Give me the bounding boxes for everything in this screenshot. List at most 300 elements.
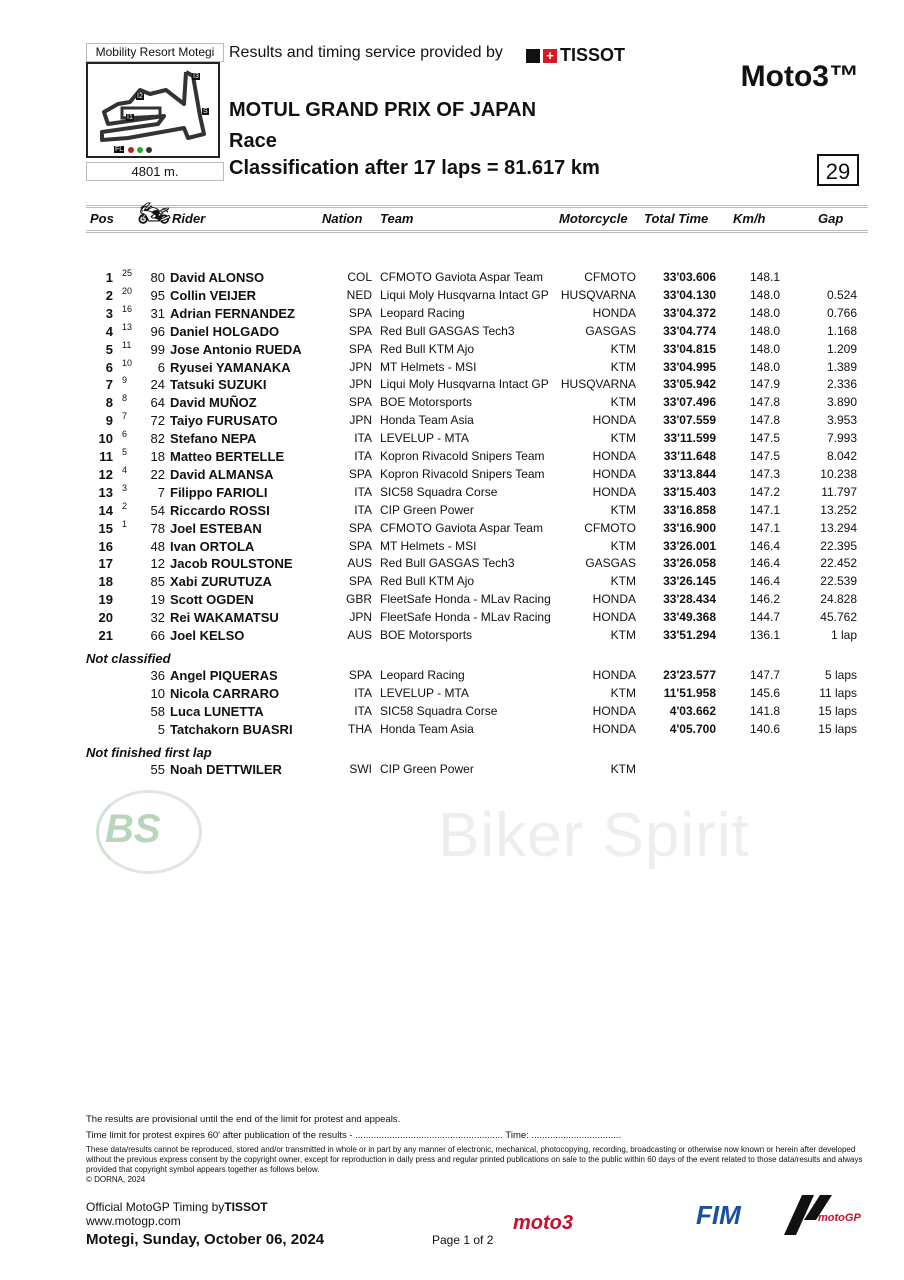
nation: SPA (348, 323, 372, 338)
divider (86, 205, 868, 208)
rider-name: Matteo BERTELLE (170, 449, 285, 464)
nation: SPA (348, 466, 372, 481)
speed-kmh: 148.0 (750, 323, 781, 338)
legal-note (86, 1145, 871, 1185)
team: LEVELUP - MTA (380, 431, 469, 446)
timing-brand: TISSOT (224, 1200, 268, 1214)
map-label-i2: I2 (137, 93, 143, 100)
speed-kmh: 146.4 (750, 538, 781, 553)
nation: SWI (349, 762, 372, 776)
rider-name: David ALMANSA (170, 466, 274, 482)
grid-position: 3 (122, 482, 128, 493)
team: Liqui Moly Husqvarna Intact GP (380, 377, 549, 392)
rider-number: 58 (150, 704, 165, 719)
table-row (0, 449, 904, 467)
speed-kmh: 144.7 (750, 610, 781, 625)
nation: SPA (348, 538, 372, 553)
table-row (0, 668, 904, 686)
green-dot-icon (137, 147, 143, 153)
motorcycle: HONDA (592, 413, 636, 428)
nation: ITA (354, 502, 372, 517)
gap: 1.389 (826, 359, 857, 374)
total-time: 33'04.774 (663, 323, 716, 338)
nation: JPN (349, 610, 372, 625)
rider-number: 6 (157, 359, 165, 375)
gap: 0.766 (826, 305, 857, 320)
team: Red Bull GASGAS Tech3 (380, 556, 515, 571)
position: 3 (105, 305, 113, 321)
grid-position: 2 (122, 500, 128, 511)
table-row (0, 482, 904, 503)
grid-position: 20 (122, 285, 133, 296)
gap: 13.294 (820, 520, 857, 535)
table-row (0, 762, 904, 780)
table-row (0, 628, 904, 646)
x-dot-icon (146, 147, 152, 153)
rider-number: 80 (150, 270, 165, 285)
rider-name: Jose Antonio RUEDA (170, 341, 302, 357)
speed-kmh: 148.1 (750, 270, 781, 284)
motorcycle: HONDA (592, 449, 636, 463)
team: Red Bull KTM Ajo (380, 341, 475, 356)
rider-name: Daniel HOLGADO (170, 323, 280, 339)
rider-name: Luca LUNETTA (170, 704, 264, 719)
nation: THA (348, 722, 372, 736)
motorcycle: HONDA (592, 704, 636, 718)
motorcycle: HONDA (592, 722, 636, 736)
motorcycle: KTM (610, 431, 636, 446)
speed-kmh: 147.9 (750, 377, 781, 392)
rider-number: 31 (150, 305, 165, 321)
nation: JPN (349, 359, 372, 374)
rider-number: 18 (150, 449, 165, 464)
rider-name: Riccardo ROSSI (170, 502, 270, 518)
nation: COL (347, 270, 372, 284)
map-label-fl: FL (115, 146, 124, 153)
speed-kmh: 147.1 (750, 502, 781, 517)
motorcycle: HONDA (592, 305, 636, 320)
team: MT Helmets - MSI (380, 359, 477, 374)
grid-position: 5 (122, 447, 128, 457)
motorcycle: HONDA (592, 466, 636, 481)
grid-position: 7 (122, 411, 128, 422)
position: 2 (105, 287, 113, 303)
speed-kmh: 146.4 (750, 574, 781, 589)
total-time: 33'28.434 (663, 592, 716, 607)
table-row (0, 556, 904, 574)
rider-number: 96 (150, 323, 165, 339)
table-row (0, 413, 904, 431)
gap: 13.252 (820, 502, 857, 517)
position: 17 (98, 556, 113, 572)
rider-name: Jacob ROULSTONE (170, 556, 293, 572)
nation: ITA (354, 704, 372, 718)
rider-name: Stefano NEPA (170, 431, 257, 447)
rider-number: 85 (150, 574, 165, 590)
total-time: 33'16.900 (663, 520, 716, 535)
table-row (0, 539, 904, 557)
speed-kmh: 147.5 (750, 431, 781, 446)
position: 16 (98, 538, 113, 554)
team: FleetSafe Honda - MLav Racing (380, 592, 551, 607)
total-time: 33'49.368 (663, 610, 716, 625)
page-indicator: Page 1 of 2 (432, 1233, 494, 1247)
table-row (0, 464, 904, 485)
rider-name: Angel PIQUERAS (170, 668, 278, 683)
gap: 1.168 (826, 323, 857, 338)
rider-name: Scott OGDEN (170, 592, 254, 608)
moto3-logo: moto3 (513, 1212, 573, 1234)
team: Red Bull GASGAS Tech3 (380, 323, 515, 338)
speed-kmh: 147.2 (750, 484, 781, 499)
timing-prefix: Official MotoGP Timing by (86, 1200, 225, 1214)
team: Leopard Racing (380, 305, 465, 320)
place-date: Motegi, Sunday, October 06, 2024 (86, 1231, 325, 1248)
team: MT Helmets - MSI (380, 538, 477, 553)
table-row (0, 339, 904, 360)
speed-kmh: 148.0 (750, 359, 781, 374)
nation: ITA (354, 449, 372, 463)
page-number-box: 29 (817, 154, 859, 186)
table-row (0, 431, 904, 449)
copyright: © DORNA, 2024 (86, 1175, 146, 1184)
rider-number: 64 (150, 395, 165, 411)
table-row (0, 357, 904, 378)
team: Leopard Racing (380, 668, 465, 682)
position: 4 (105, 323, 113, 339)
grid-position: 9 (122, 375, 128, 386)
grid-position: 25 (122, 268, 133, 278)
rider-name: Adrian FERNANDEZ (170, 305, 295, 321)
table-row (0, 704, 904, 722)
speed-kmh: 148.0 (750, 305, 781, 320)
total-time: 33'15.403 (663, 484, 716, 499)
position: 14 (98, 502, 113, 518)
nation: JPN (349, 377, 372, 392)
motorcycle: HUSQVARNA (560, 377, 636, 392)
speed-kmh: 140.6 (750, 722, 781, 736)
speed-kmh: 148.0 (750, 287, 781, 302)
category-title: Moto3™ (740, 60, 859, 93)
position: 18 (98, 574, 113, 590)
grid-position: 6 (122, 429, 128, 440)
team: CFMOTO Gaviota Aspar Team (380, 520, 543, 535)
timing-credit (86, 1200, 268, 1214)
total-time: 33'11.599 (663, 431, 716, 446)
gap: 11.797 (821, 484, 857, 499)
total-time: 4'03.662 (669, 704, 716, 718)
circuit-length: 4801 m. (86, 162, 224, 181)
motorcycle: GASGAS (585, 323, 636, 338)
team: CIP Green Power (380, 762, 474, 776)
total-time: 33'05.942 (663, 377, 716, 392)
grid-position: 11 (122, 339, 132, 350)
speed-kmh: 136.1 (750, 628, 781, 642)
total-time: 33'11.648 (663, 449, 716, 463)
team: LEVELUP - MTA (380, 686, 469, 700)
grid-position: 16 (122, 303, 133, 314)
nation: SPA (348, 395, 372, 410)
team: Honda Team Asia (380, 413, 474, 428)
team: Liqui Moly Husqvarna Intact GP (380, 287, 549, 302)
tissot-logo (526, 45, 625, 66)
gap: 5 laps (824, 668, 857, 682)
total-time: 4'05.700 (669, 722, 716, 736)
rider-name: Ryusei YAMANAKA (170, 359, 291, 375)
gap: 22.452 (820, 556, 857, 571)
table-row (0, 592, 904, 610)
col-total-time: Total Time (644, 211, 709, 226)
rider-number: 82 (150, 431, 165, 447)
swiss-cross-icon: + (543, 49, 557, 63)
grid-position: 1 (122, 518, 128, 529)
motorcycle: HONDA (592, 592, 636, 607)
rider-number: 54 (150, 502, 165, 518)
nation: ITA (354, 431, 372, 446)
red-dot-icon (128, 147, 134, 153)
total-time: 11'51.958 (663, 686, 716, 700)
motorcycle: KTM (610, 762, 636, 776)
total-time: 23'23.577 (663, 668, 716, 682)
tissot-brand: TISSOT (560, 45, 626, 65)
grid-position: 4 (122, 464, 128, 475)
nation: SPA (348, 305, 372, 320)
nation: AUS (347, 628, 372, 642)
rider-number: 72 (150, 413, 165, 429)
rider-name: Joel ESTEBAN (170, 520, 262, 536)
divider (86, 230, 868, 233)
gap: 3.953 (826, 413, 857, 428)
total-time: 33'03.606 (663, 270, 716, 284)
circuit-map (86, 62, 220, 158)
grid-position: 13 (122, 321, 133, 332)
team: FleetSafe Honda - MLav Racing (380, 610, 551, 625)
watermark-logo-text: BS (105, 807, 161, 851)
col-rider: Rider (172, 211, 206, 226)
table-row (0, 686, 904, 704)
team: Honda Team Asia (380, 722, 474, 736)
motorcycle: HONDA (592, 484, 636, 499)
provisional-note: The results are provisional until the end of the limit for protest and appeals. (86, 1114, 401, 1125)
table-row (0, 303, 904, 324)
total-time: 33'26.145 (663, 574, 716, 589)
motorcycle: CFMOTO (584, 520, 636, 535)
event-title: MOTUL GRAND PRIX OF JAPAN (229, 99, 537, 121)
speed-kmh: 146.2 (750, 592, 781, 607)
nation: SPA (348, 520, 372, 535)
nation: SPA (348, 668, 372, 682)
rider-number: 22 (150, 466, 165, 482)
speed-kmh: 147.3 (750, 466, 781, 481)
motorcycle: CFMOTO (584, 270, 636, 284)
total-time: 33'07.559 (663, 413, 716, 428)
gap: 45.762 (820, 610, 857, 625)
speed-kmh: 141.8 (750, 704, 781, 718)
rider-number: 32 (150, 610, 165, 626)
position: 15 (98, 520, 113, 536)
table-row (0, 500, 904, 521)
protest-note: Time limit for protest expires 60' after publication of the results - ........................................................ Time: .................................. (86, 1130, 622, 1141)
nation: ITA (354, 484, 372, 499)
table-row (0, 518, 904, 539)
total-time: 33'04.995 (663, 359, 716, 374)
session-title: Race (229, 130, 277, 152)
col-motorcycle: Motorcycle (559, 211, 628, 226)
position: 21 (98, 628, 113, 643)
total-time: 33'13.844 (663, 466, 716, 481)
grid-position: 10 (122, 357, 133, 368)
total-time: 33'07.496 (663, 395, 716, 410)
team: Red Bull KTM Ajo (380, 574, 475, 589)
watermark-text: Biker Spirit (438, 801, 750, 870)
motorcycle: KTM (610, 628, 636, 642)
motorcycle: GASGAS (585, 556, 636, 571)
rider-number: 19 (150, 592, 165, 608)
table-row (0, 270, 904, 288)
gap: 22.395 (820, 538, 857, 553)
gap: 15 laps (818, 704, 857, 718)
speed-kmh: 147.8 (750, 413, 781, 428)
gap: 2.336 (826, 377, 857, 392)
rider-name: Xabi ZURUTUZA (170, 574, 272, 590)
position: 5 (105, 341, 113, 357)
speed-kmh: 147.7 (750, 668, 781, 682)
total-time: 33'04.130 (663, 287, 716, 302)
website-link[interactable]: www.motogp.com (86, 1214, 181, 1228)
gap: 1 lap (830, 628, 857, 642)
rider-number: 5 (157, 722, 165, 737)
gap: 24.828 (820, 592, 857, 607)
grid-position: 8 (122, 393, 128, 404)
motorcycle: KTM (610, 686, 636, 700)
provider-text: Results and timing service provided by (229, 44, 503, 61)
nation: JPN (349, 413, 372, 428)
rider-name: Nicola CARRARO (170, 686, 280, 701)
motorcycle: HUSQVARNA (560, 287, 636, 302)
gap: 22.539 (820, 574, 857, 589)
motorcycle: HONDA (592, 610, 636, 625)
team: BOE Motorsports (380, 628, 473, 642)
total-time: 33'04.372 (663, 305, 716, 320)
gap: 1.209 (826, 341, 857, 356)
rider-number: 95 (150, 287, 165, 303)
position: 6 (105, 359, 113, 375)
total-time: 33'16.858 (663, 502, 716, 517)
position: 8 (105, 395, 113, 411)
motorcycle: KTM (610, 574, 636, 589)
map-label-i1: I1 (127, 114, 133, 121)
rider-name: Filippo FARIOLI (170, 484, 268, 500)
speed-kmh: 147.1 (750, 520, 781, 535)
gap: 15 laps (818, 722, 857, 736)
rider-name: David MUÑOZ (170, 395, 257, 411)
not-classified-label: Not classified (86, 651, 171, 666)
motogp-logo-text: motoGP (818, 1212, 861, 1224)
motorcycle: KTM (610, 538, 636, 553)
rider-name: Tatchakorn BUASRI (170, 722, 293, 737)
nation: AUS (347, 556, 372, 571)
watermark-logo (96, 790, 202, 874)
fim-logo: FIM (696, 1200, 741, 1230)
nation: GBR (345, 592, 372, 607)
position: 12 (98, 466, 113, 482)
team: Kopron Rivacold Snipers Team (380, 466, 545, 481)
rider-number: 24 (150, 377, 165, 393)
rider-number: 99 (150, 341, 165, 357)
rider-number: 48 (150, 538, 165, 554)
motogp-logo (782, 1190, 862, 1240)
rider-name: Joel KELSO (170, 628, 245, 643)
gap: 11 laps (819, 686, 857, 700)
rider-name: Ivan ORTOLA (170, 538, 255, 554)
team: BOE Motorsports (380, 395, 473, 410)
speed-kmh: 148.0 (750, 341, 781, 356)
col-pos: Pos (90, 211, 114, 226)
position: 7 (105, 377, 113, 393)
rider-number: 7 (157, 484, 165, 500)
total-time: 33'26.001 (663, 538, 716, 553)
motorcycle: KTM (610, 502, 636, 517)
rider-name: Taiyo FURUSATO (170, 413, 278, 429)
classification-title: Classification after 17 laps = 81.617 km (229, 157, 600, 179)
position: 20 (98, 610, 113, 626)
col-team: Team (380, 211, 414, 226)
team: CFMOTO Gaviota Aspar Team (380, 270, 543, 284)
speed-kmh: 147.5 (750, 449, 781, 463)
gap: 10.238 (820, 466, 857, 481)
team: CIP Green Power (380, 502, 474, 517)
motorcycle: KTM (610, 341, 636, 356)
rider-number: 78 (150, 520, 165, 536)
position: 13 (98, 484, 113, 500)
circuit-name: Mobility Resort Motegi (86, 43, 224, 62)
position: 9 (105, 413, 113, 429)
gap: 3.890 (826, 395, 857, 410)
position: 1 (105, 270, 113, 285)
rider-name: Collin VEIJER (170, 287, 256, 303)
rider-name: David ALONSO (170, 270, 265, 285)
col-nation: Nation (322, 211, 363, 226)
map-label-i3: I3 (193, 73, 199, 80)
motorcycle: KTM (610, 395, 636, 410)
rider-number: 55 (150, 762, 165, 777)
legal-text: These data/results cannot be reproduced, stored and/or transmitted in whole or in part by any manner of electronic, mechanical, photocopying, recording, broadcasting or otherwise now known or herein after developed without the previous express consent by the copyright owner, except for reproduction in daily press and regular printed publications on sale to the public within 60 days of the event related to those data/results and always provided that copyright symbol appears together as follows below. (86, 1145, 863, 1174)
rider-number: 12 (150, 556, 165, 572)
rider-name: Noah DETTWILER (170, 762, 282, 777)
table-row (0, 321, 904, 342)
rider-name: Rei WAKAMATSU (170, 610, 279, 626)
table-row (0, 285, 904, 306)
tissot-t-icon (526, 49, 540, 63)
nation: ITA (354, 686, 372, 700)
position: 10 (98, 431, 113, 447)
speed-kmh: 147.8 (750, 395, 781, 410)
table-row (0, 722, 904, 740)
nation: SPA (348, 341, 372, 356)
rider-number: 10 (150, 686, 165, 701)
table-row (0, 395, 904, 413)
not-finished-label: Not finished first lap (86, 745, 212, 760)
rider-number: 36 (150, 668, 165, 683)
gap: 8.042 (826, 449, 857, 463)
col-gap: Gap (818, 211, 844, 226)
rider-number: 66 (150, 628, 165, 643)
total-time: 33'04.815 (663, 341, 716, 356)
gap: 7.993 (826, 431, 857, 446)
map-label-s: S (203, 108, 208, 115)
total-time: 33'51.294 (663, 628, 716, 642)
team: SIC58 Squadra Corse (380, 484, 498, 499)
